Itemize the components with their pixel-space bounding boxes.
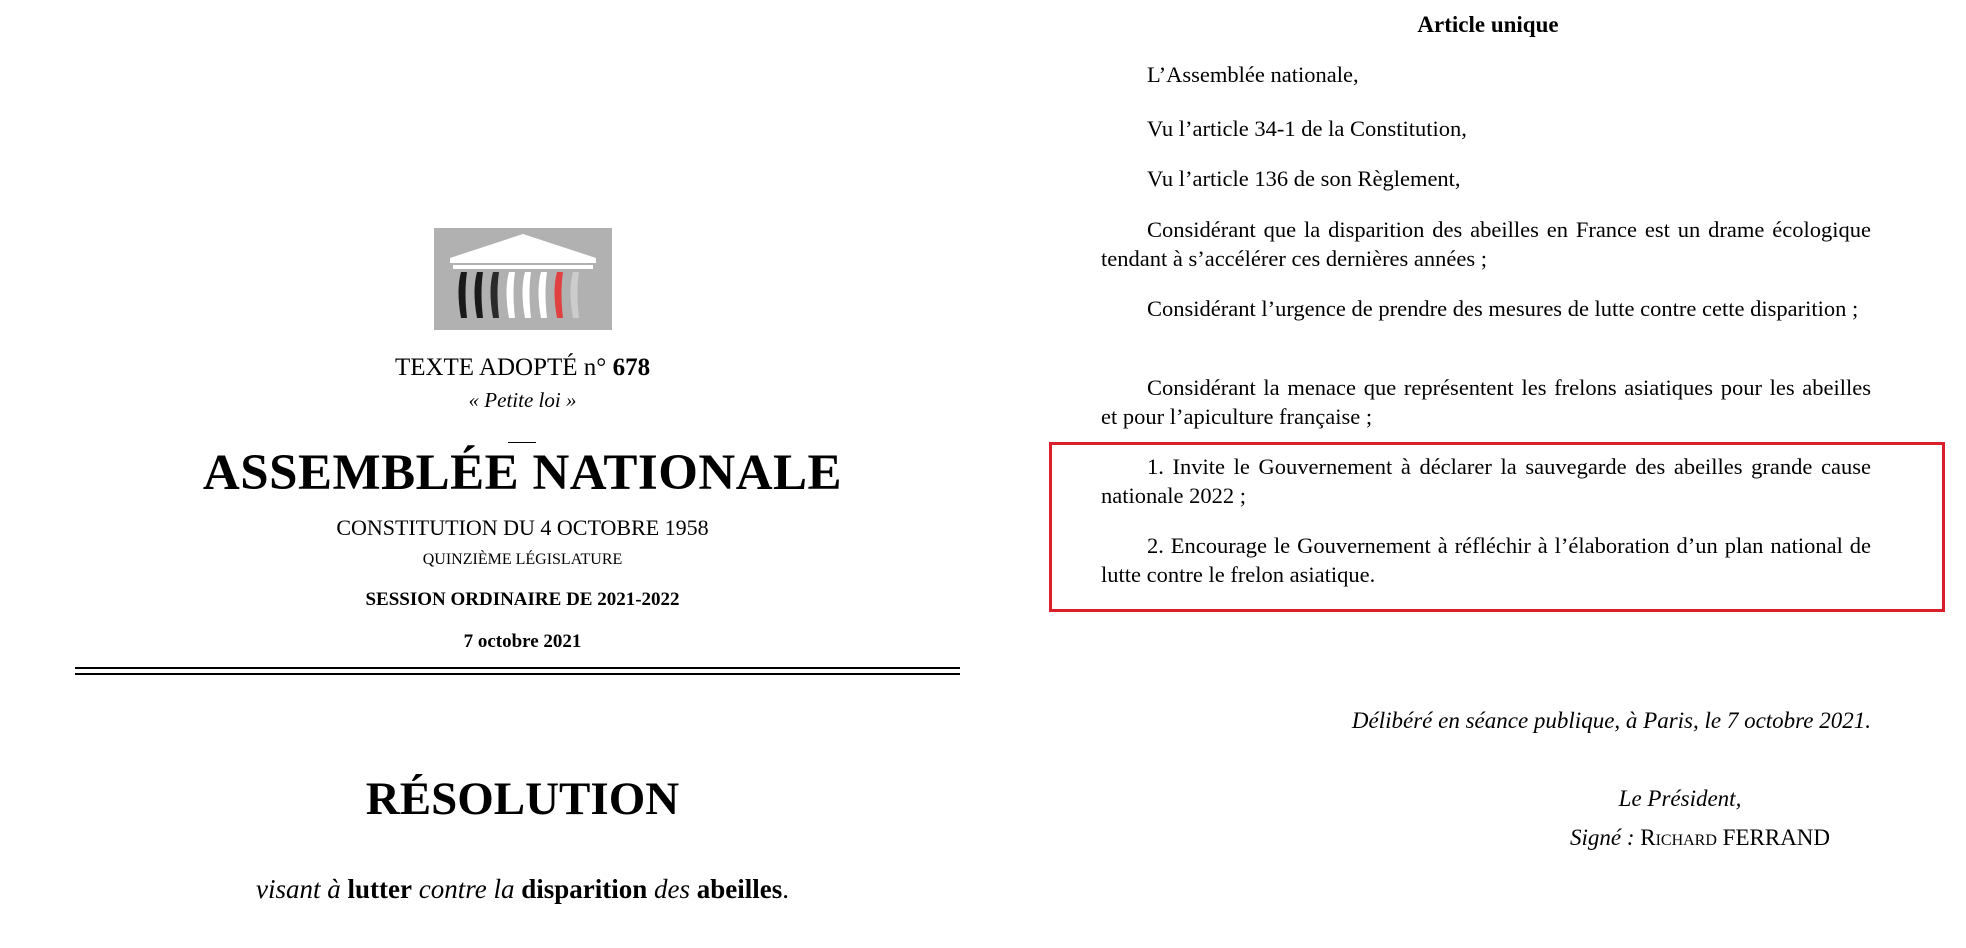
subtitle-word: des	[654, 874, 690, 904]
document-date: 7 octobre 2021	[463, 631, 582, 652]
constitution-line: CONSTITUTION DU 4 OCTOBRE 1958	[336, 515, 709, 540]
texte-adopte-label: TEXTE ADOPTÉ n°	[394, 354, 613, 381]
subtitle-word: abeilles	[696, 874, 783, 904]
session-line: SESSION ORDINAIRE DE 2021-2022	[365, 589, 680, 610]
assemblee-emblem-icon	[434, 228, 612, 330]
delibere-line: Délibéré en séance publique, à Paris, le 7 octobre 2021.	[1351, 708, 1871, 733]
texte-adopte-line	[0, 354, 1045, 382]
article-title: Article unique	[1417, 12, 1559, 37]
subtitle-period: .	[782, 874, 789, 904]
double-divider-bottom	[75, 673, 960, 675]
subtitle-word: visant à	[256, 874, 341, 904]
president-label: Le Président,	[1618, 786, 1742, 811]
subtitle-word: disparition	[521, 874, 648, 904]
paragraph-vu-reglement: Vu l’article 136 de son Règlement,	[1147, 166, 1461, 191]
assemblee-nationale-heading: ASSEMBLÉE NATIONALE	[202, 445, 843, 501]
resolution-title: RÉSOLUTION	[365, 773, 680, 825]
highlight-box	[1049, 442, 1945, 612]
paragraph-considerant-urgence: Considérant l’urgence de prendre des mesures de lutte contre cette disparition ;	[1147, 296, 1859, 321]
paragraph-considerant-menace: Considérant la menace que représentent les frelons asiatiques pour les abeilles et pour l’apiculture française ;	[1101, 375, 1871, 429]
paragraph-invite-gouvernement: 1. Invite le Gouvernement à déclarer la sauvegarde des abeilles grande cause nationale 2022 ;	[1101, 454, 1871, 508]
subtitle-word: lutter	[347, 874, 412, 904]
subtitle-word: contre la	[418, 874, 515, 904]
signature-line	[1480, 825, 1920, 851]
signature-label: Signé :	[1569, 825, 1635, 850]
double-divider-top	[75, 667, 960, 669]
signature-first-name: Richard	[1640, 825, 1717, 850]
signature-last-name: FERRAND	[1722, 825, 1831, 850]
legislature-line: QUINZIÈME LÉGISLATURE	[422, 551, 623, 568]
paragraph-considerant-disparition: Considérant que la disparition des abeilles en France est un drame écologique tendant à s’accélérer ces dernières années ;	[1101, 217, 1871, 271]
paragraph-vu-constitution: Vu l’article 34‑1 de la Constitution,	[1147, 116, 1467, 141]
texte-adopte-number: 678	[612, 354, 651, 381]
short-divider	[508, 442, 536, 443]
resolution-subtitle	[0, 874, 1045, 905]
paragraph-assemblee: L’Assemblée nationale,	[1147, 62, 1359, 87]
petite-loi-label: « Petite loi »	[468, 388, 577, 412]
paragraph-encourage-gouvernement: 2. Encourage le Gouvernement à réfléchir à l’élaboration d’un plan national de lutte contre le frelon asiatique.	[1101, 533, 1871, 587]
